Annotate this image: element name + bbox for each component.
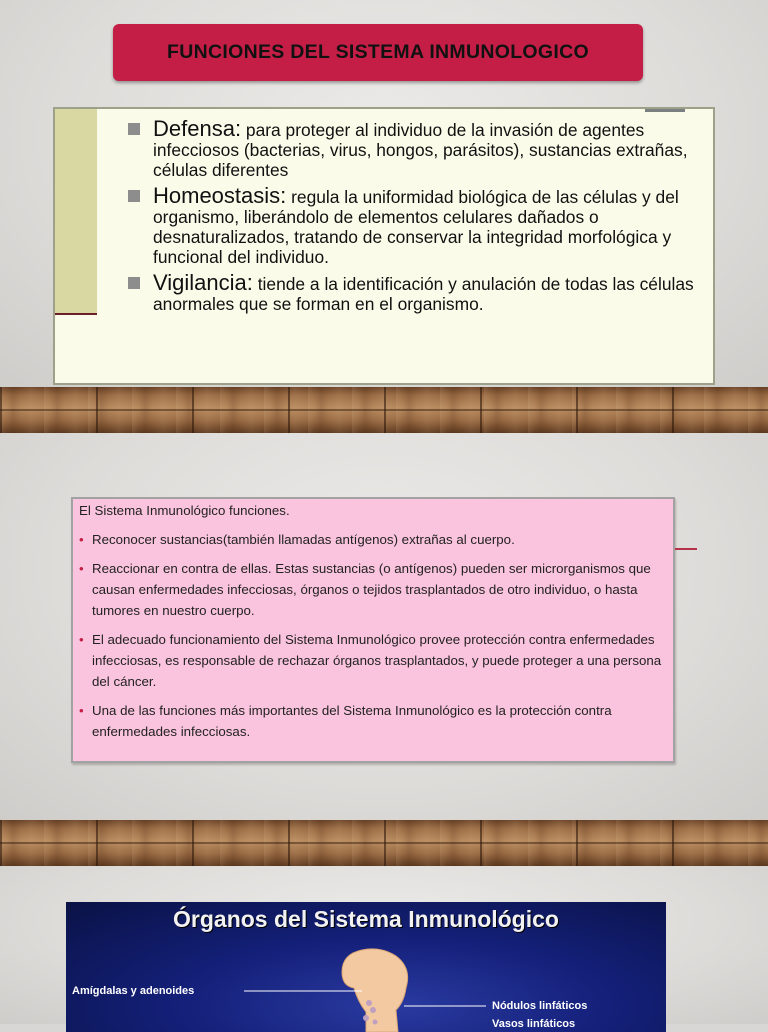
label-amigdalas: Amígdalas y adenoides: [72, 985, 195, 997]
list-item-text: Reconocer sustancias(también llamadas antígenos) extrañas al cuerpo.: [92, 532, 515, 547]
function-term: Vigilancia:: [153, 270, 253, 295]
bullet-dot-icon: •: [79, 703, 84, 718]
organs-diagram: [66, 902, 666, 1032]
square-bullet-icon: [128, 190, 140, 202]
panel-side-strip: [55, 109, 97, 314]
label-nodulos: Nódulos linfáticos: [492, 1000, 588, 1012]
bullet-dot-icon: •: [79, 561, 84, 576]
function-item-homeostasis: [128, 183, 708, 267]
slide-3: [0, 866, 768, 1030]
bullet-dot-icon: •: [79, 632, 84, 647]
function-text: para proteger al individuo de la invasión de agentes infecciosos (bacterias, virus, hongos, parásitos), sustancias extrañas, células diferentes: [153, 120, 688, 180]
slide-1: [0, 0, 768, 387]
functions-panel: [53, 107, 715, 385]
functions-textbox: [71, 497, 675, 763]
panel-top-line: [645, 109, 685, 112]
textbox-intro: El Sistema Inmunológico funciones.: [79, 503, 290, 518]
function-text: regula la uniformidad biológica de las células y del organismo, liberándolo de elementos celulares dañados o desnaturalizados, tratando de conservar la integridad morfológica y funcional del individuo.: [153, 187, 679, 267]
function-item-defensa: [128, 116, 708, 180]
square-bullet-icon: [128, 123, 140, 135]
diagram-title: Órganos del Sistema Inmunológico: [173, 906, 559, 932]
slide-2: [0, 433, 768, 820]
functions-list: [128, 116, 708, 320]
square-bullet-icon: [128, 277, 140, 289]
panel-accent-line: [55, 313, 97, 315]
body-silhouette-icon: [66, 902, 666, 1032]
list-item: [79, 629, 665, 692]
list-item: [79, 529, 665, 550]
slide-title: FUNCIONES DEL SISTEMA INMUNOLOGICO: [167, 41, 589, 63]
textbox-bullet-list: [79, 529, 665, 750]
accent-line: [675, 548, 697, 550]
label-vasos: Vasos linfáticos: [492, 1018, 576, 1030]
list-item: [79, 558, 665, 621]
wood-floor-divider: [0, 820, 768, 866]
list-item-text: Una de las funciones más importantes del Sistema Inmunológico es la protección contra enfermedades infecciosas.: [92, 703, 612, 739]
list-item-text: Reaccionar en contra de ellas. Estas sustancias (o antígenos) pueden ser microrganismos que causan enfermedades infecciosas, órganos o tejidos trasplantados de otro individuo, o hasta tumores en nuestro cuerpo.: [92, 561, 651, 618]
wood-floor-divider: [0, 387, 768, 433]
slide-title-box: [113, 24, 643, 81]
function-term: Defensa:: [153, 116, 242, 141]
list-item: [79, 700, 665, 742]
function-item-vigilancia: [128, 270, 708, 314]
bullet-dot-icon: •: [79, 532, 84, 547]
list-item-text: El adecuado funcionamiento del Sistema Inmunológico provee protección contra enfermedades infecciosas, es responsable de rechazar órganos trasplantados, y puede proteger a una persona del cáncer.: [92, 632, 662, 689]
function-text: tiende a la identificación y anulación de todas las células anormales que se forman en el organismo.: [153, 274, 694, 314]
function-term: Homeostasis:: [153, 183, 287, 208]
